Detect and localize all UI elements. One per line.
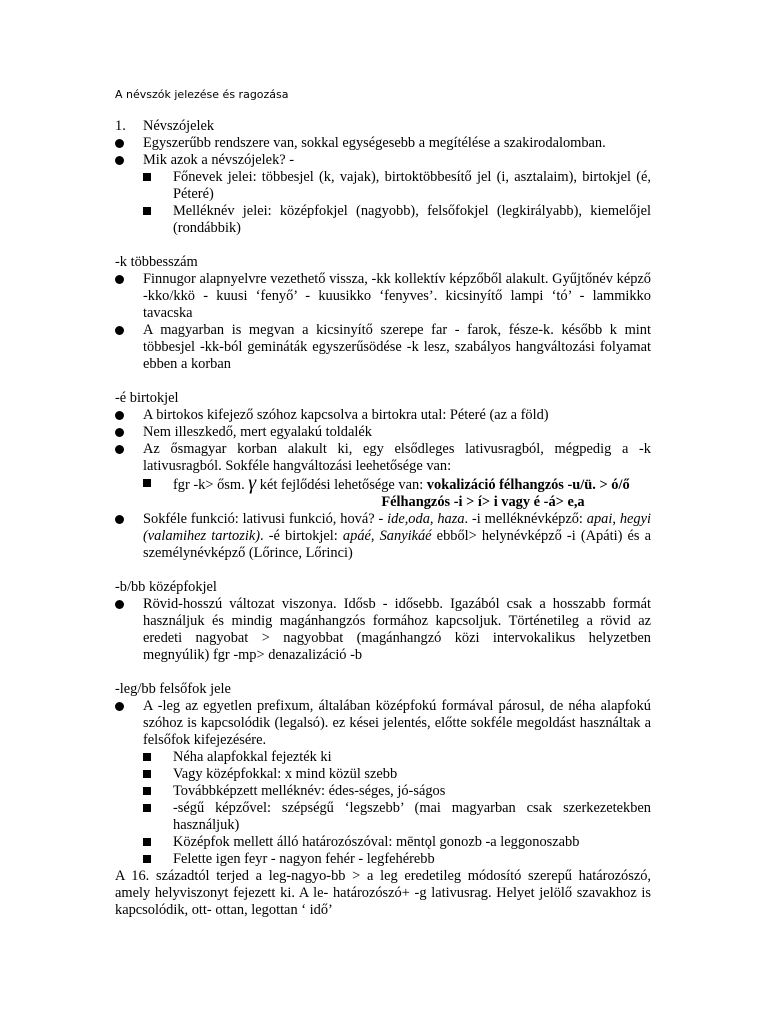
list-item-text: Főnevek jelei: többesjel (k, vajak), birtoktöbbesítő jel (i, asztalaim), birtokjel (é, Péteré): [173, 169, 651, 202]
list-item-text: fgr -k> ősm. γ két fejlődési lehetősége van: vokalizáció félhangzós -u/ü. > ó/ő: [173, 472, 630, 494]
section-title: Névszójelek: [143, 118, 215, 134]
list-item-text: Rövid-hosszú változat viszonya. Idősb - idősebb. Igazából csak a hosszabb formát használjuk és mindig magánhangzós formához kapcsoljuk. Történetileg a rövid az eredeti nagyobat > nagyobbat (magánhangzó közi intervokalikus helyzetben megnyúlik) fgr -mp> denazalizáció -b: [143, 596, 651, 663]
square-bullet-icon: [143, 834, 151, 851]
list-item: [115, 698, 651, 749]
list-item: [115, 596, 651, 664]
square-bullet-icon: [143, 203, 151, 220]
list-item-text: A -leg az egyetlen prefixum, általában középfokú formával párosul, de néha alapfokú szóhoz is kapcsolódik (legalsó). ez kései jelentés, előtte sokféle megoldást használtak a felsőfok kifejezésére.: [143, 698, 651, 748]
sub-list-item: [115, 749, 651, 766]
bullet-icon: [115, 135, 124, 153]
list-item: [115, 441, 651, 475]
list-item: [115, 152, 651, 169]
section-title: -é birtokjel: [115, 390, 179, 406]
list-item-text: Az ősmagyar korban alakult ki, egy elsődleges lativusragból, mégpedig a -k lativusragból. Sokféle hangváltozási leehetősége van:: [143, 441, 651, 474]
bullet-icon: [115, 152, 124, 170]
bullet-icon: [115, 407, 124, 425]
sub-list-item: [115, 766, 651, 783]
section-title: -k többesszám: [115, 254, 198, 270]
square-bullet-icon: [143, 475, 151, 492]
list-item: [115, 424, 651, 441]
list-item: [115, 511, 651, 562]
list-item: [115, 407, 651, 424]
sub-list-item: [115, 169, 651, 203]
square-bullet-icon: [143, 851, 151, 868]
section-title: -b/bb középfokjel: [115, 579, 217, 595]
document-header: A névszók jelezése és ragozása: [115, 88, 289, 101]
gamma-symbol: γ: [248, 472, 257, 494]
bullet-icon: [115, 596, 124, 614]
list-item-text: Sokféle funkció: lativusi funkció, hová? - ide,oda, haza. -i melléknévképző: apai, hegyi (valamihez tartozik). -é birtokjel: apáé, Sanyikáé ebből> helynévképző -i (Apáti) és a személynévképző (Lőrince, Lőrinci): [143, 511, 651, 561]
square-bullet-icon: [143, 800, 151, 817]
square-bullet-icon: [143, 169, 151, 186]
list-item: [115, 271, 651, 322]
list-item-text: Melléknév jelei: középfokjel (nagyobb), felsőfokjel (legkirályabb), kiemelőjel (rondábbik): [173, 203, 651, 236]
list-item-text: A birtokos kifejező szóhoz kapcsolva a birtokra utal: Péteré (az a föld): [143, 407, 549, 423]
section-title: -leg/bb felsőfok jele: [115, 681, 231, 697]
list-item: [115, 135, 651, 152]
list-item-text: Felette igen feyr - nagyon fehér - legfehérebb: [173, 851, 435, 867]
sub-list-item: [115, 800, 651, 834]
bullet-icon: [115, 424, 124, 442]
list-item-text: A magyarban is megvan a kicsinyítő szerepe far - farok, fésze-k. később k mint többesjel -kk-ból gemináták egyszerűsödése -k lesz, szabályos hangváltozási folyamat ebben a korban: [143, 322, 651, 372]
list-item-text: Egyszerűbb rendszere van, sokkal egységesebb a megítélése a szakirodalomban.: [143, 135, 606, 151]
square-bullet-icon: [143, 766, 151, 783]
square-bullet-icon: [143, 749, 151, 766]
bullet-icon: [115, 698, 124, 716]
document-page: [115, 88, 651, 919]
bullet-icon: [115, 441, 124, 459]
sub-list-item: [115, 834, 651, 851]
centered-note: Félhangzós -i > í> i vagy é -á> e,a: [381, 494, 585, 510]
sub-list-item: [115, 472, 651, 494]
square-bullet-icon: [143, 783, 151, 800]
list-item: [115, 322, 651, 373]
bullet-icon: [115, 511, 124, 529]
list-item-text: Vagy középfokkal: x mind közül szebb: [173, 766, 398, 782]
list-item-text: -ségű képzővel: szépségű ‘legszebb’ (mai magyarban csak szerkezetekben használjuk): [173, 800, 651, 833]
list-item-text: Középfok mellett álló határozószóval: mēntǫl gonozb -a leggonoszabb: [173, 834, 580, 850]
bullet-icon: [115, 322, 124, 340]
list-item-text: Mik azok a névszójelek? -: [143, 152, 295, 168]
bullet-icon: [115, 271, 124, 289]
paragraph: A 16. századtól terjed a leg-nagyo-bb > a leg eredetileg módosító szerepű határozószó, amely helyviszonyt fejezett ki. A le- határozószó+ -g lativusrag. Helyet jelölő szavakhoz is kapcsolódik, ott- ottan, legottan ‘ idő’: [115, 868, 651, 918]
sub-list-item: [115, 203, 651, 237]
list-item-text: Finnugor alapnyelvre vezethető vissza, -kk kollektív képzőből alakult. Gyűjtőnév képző -kko/kkö - kuusi ‘fenyő’ - kuusikko ‘fenyves’. kicsinyítő lampi ‘tó’ - lammikko tavacska: [143, 271, 651, 321]
section-number: 1.: [115, 118, 126, 134]
list-item-text: Néha alapfokkal fejezték ki: [173, 749, 332, 765]
section-1-heading: [115, 118, 651, 135]
sub-list-item: [115, 783, 651, 800]
sub-list-item: [115, 851, 651, 868]
list-item-text: Nem illeszkedő, mert egyalakú toldalék: [143, 424, 372, 440]
list-item-text: Továbbképzett melléknév: édes-séges, jó-ságos: [173, 783, 446, 799]
